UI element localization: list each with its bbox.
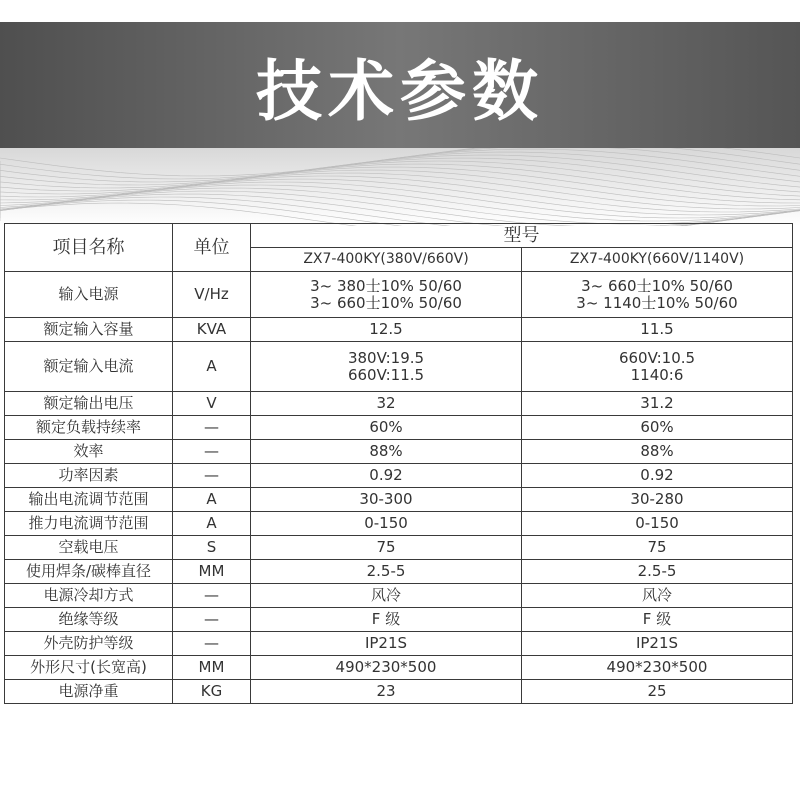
row-item-name: 绝缘等级 [5, 608, 173, 632]
table-row [5, 632, 793, 656]
row-item-name: 功率因素 [5, 464, 173, 488]
table-row [5, 416, 793, 440]
value-line: 3~ 660士10% 50/60 [581, 276, 733, 295]
row-item-name: 额定输出电压 [5, 392, 173, 416]
value-line: 75 [376, 538, 396, 556]
value-line: 0.92 [369, 466, 403, 484]
table-row [5, 318, 793, 342]
value-line: 12.5 [369, 320, 403, 338]
row-item-name: 使用焊条/碳棒直径 [5, 560, 173, 584]
row-value-a [251, 416, 522, 440]
row-unit: V [173, 392, 251, 416]
table-row [5, 560, 793, 584]
value-line: 75 [647, 538, 667, 556]
row-item-name: 电源净重 [5, 680, 173, 704]
row-unit: MM [173, 656, 251, 680]
row-value-b [522, 536, 793, 560]
header-model-b: ZX7-400KY(660V/1140V) [522, 248, 793, 272]
row-value-b [522, 512, 793, 536]
row-item-name: 额定负载持续率 [5, 416, 173, 440]
row-value-a [251, 464, 522, 488]
value-line: 30-300 [359, 490, 413, 508]
row-value-b [522, 464, 793, 488]
row-value-b [522, 488, 793, 512]
row-value-a [251, 680, 522, 704]
value-line: 2.5-5 [637, 562, 677, 580]
value-line: 60% [640, 418, 674, 436]
value-line: 380V:19.5 [347, 348, 425, 367]
value-line: 490*230*500 [606, 658, 708, 676]
table-row [5, 342, 793, 392]
value-line: F 级 [371, 610, 401, 628]
row-unit: A [173, 512, 251, 536]
row-unit: KG [173, 680, 251, 704]
row-item-name: 输入电源 [5, 272, 173, 318]
table-row [5, 608, 793, 632]
row-value-b [522, 416, 793, 440]
row-value-b [522, 392, 793, 416]
value-line: 660V:10.5 [618, 348, 696, 367]
row-value-b [522, 342, 793, 392]
table-row [5, 536, 793, 560]
value-line: IP21S [635, 634, 679, 652]
row-unit: — [173, 608, 251, 632]
row-value-b [522, 632, 793, 656]
header-unit: 单位 [173, 224, 251, 272]
row-value-a [251, 608, 522, 632]
row-value-a [251, 392, 522, 416]
row-unit: — [173, 584, 251, 608]
table-row [5, 440, 793, 464]
value-line: 32 [376, 394, 396, 412]
table-row [5, 584, 793, 608]
row-item-name: 效率 [5, 440, 173, 464]
row-value-b [522, 584, 793, 608]
row-unit: A [173, 342, 251, 392]
value-line: 3~ 1140士10% 50/60 [576, 293, 738, 312]
row-value-b [522, 440, 793, 464]
row-item-name: 电源冷却方式 [5, 584, 173, 608]
value-line: 31.2 [640, 394, 674, 412]
table-row [5, 272, 793, 318]
row-unit: KVA [173, 318, 251, 342]
table-row [5, 464, 793, 488]
row-item-name: 空载电压 [5, 536, 173, 560]
row-value-b [522, 680, 793, 704]
row-value-a [251, 584, 522, 608]
row-value-a [251, 342, 522, 392]
row-unit: V/Hz [173, 272, 251, 318]
row-unit: — [173, 632, 251, 656]
row-value-b [522, 608, 793, 632]
row-item-name: 额定输入容量 [5, 318, 173, 342]
row-unit: MM [173, 560, 251, 584]
value-line: IP21S [364, 634, 408, 652]
row-value-a [251, 440, 522, 464]
table-row [5, 392, 793, 416]
row-item-name: 外壳防护等级 [5, 632, 173, 656]
row-unit: — [173, 416, 251, 440]
row-item-name: 外形尺寸(长宽高) [5, 656, 173, 680]
row-item-name: 额定输入电流 [5, 342, 173, 392]
row-unit: — [173, 464, 251, 488]
header-model-a: ZX7-400KY(380V/660V) [251, 248, 522, 272]
header-item-name: 项目名称 [5, 224, 173, 272]
value-line: 11.5 [640, 320, 674, 338]
table-row [5, 680, 793, 704]
value-line: 风冷 [370, 586, 401, 604]
value-line: F 级 [642, 610, 672, 628]
header-model: 型号 [251, 224, 793, 248]
spec-table [4, 223, 793, 704]
row-value-a [251, 272, 522, 318]
title-banner [0, 22, 800, 148]
page-title: 技术参数 [256, 52, 544, 130]
row-unit: — [173, 440, 251, 464]
row-value-b [522, 560, 793, 584]
table-row [5, 512, 793, 536]
value-line: 490*230*500 [335, 658, 437, 676]
value-line: 60% [369, 418, 403, 436]
row-value-b [522, 656, 793, 680]
row-item-name: 推力电流调节范围 [5, 512, 173, 536]
value-line: 风冷 [641, 586, 672, 604]
value-line: 88% [640, 442, 674, 460]
row-unit: S [173, 536, 251, 560]
table-row [5, 488, 793, 512]
value-line: 25 [647, 682, 667, 700]
value-line: 23 [376, 682, 396, 700]
row-unit: A [173, 488, 251, 512]
value-line: 0.92 [640, 466, 674, 484]
value-line: 0-150 [635, 514, 679, 532]
row-value-a [251, 318, 522, 342]
row-value-a [251, 560, 522, 584]
value-line: 2.5-5 [366, 562, 406, 580]
row-value-a [251, 536, 522, 560]
table-row [5, 656, 793, 680]
value-line: 3~ 660士10% 50/60 [310, 293, 462, 312]
row-item-name: 输出电流调节范围 [5, 488, 173, 512]
row-value-a [251, 632, 522, 656]
value-line: 660V:11.5 [347, 365, 425, 384]
value-line: 3~ 380士10% 50/60 [310, 276, 462, 295]
row-value-a [251, 488, 522, 512]
row-value-b [522, 318, 793, 342]
decorative-wave-pattern [0, 148, 800, 226]
value-line: 88% [369, 442, 403, 460]
value-line: 0-150 [364, 514, 408, 532]
row-value-a [251, 512, 522, 536]
row-value-b [522, 272, 793, 318]
value-line: 30-280 [630, 490, 684, 508]
value-line: 1140:6 [630, 365, 684, 384]
row-value-a [251, 656, 522, 680]
